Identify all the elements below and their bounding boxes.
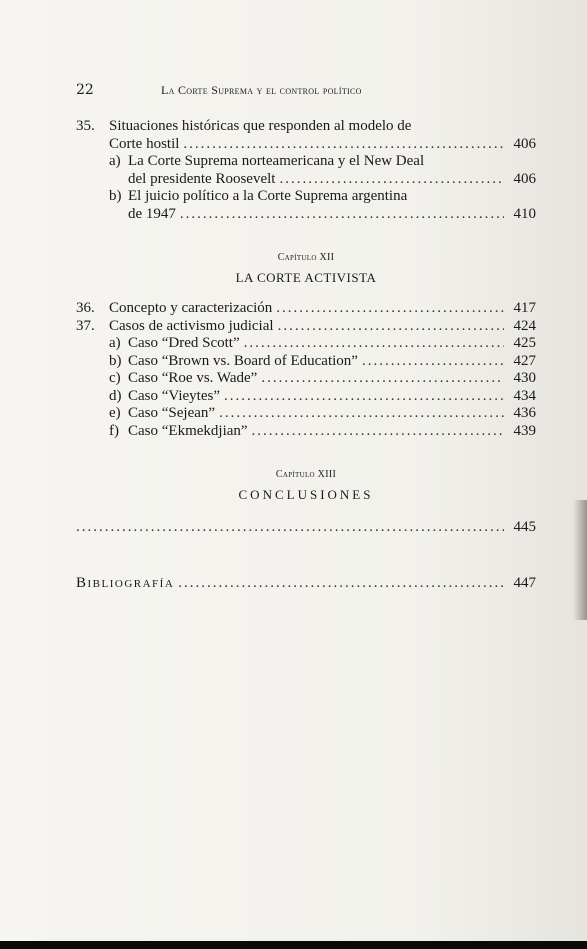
dot-leader bbox=[180, 206, 504, 224]
dot-leader bbox=[244, 335, 504, 353]
toc-item-number: 35. bbox=[76, 118, 95, 134]
toc-page-number: 425 bbox=[513, 335, 536, 351]
chapter-title: CONCLUSIONES bbox=[238, 486, 374, 502]
dot-leader bbox=[224, 388, 504, 406]
toc-bibliography bbox=[76, 575, 536, 593]
toc-subitem-text: Caso “Vieytes” bbox=[128, 387, 220, 404]
toc-page-number: 417 bbox=[513, 300, 536, 316]
dot-leader bbox=[178, 575, 504, 593]
subitem-label: b) bbox=[109, 352, 122, 369]
toc-subitem bbox=[76, 153, 536, 171]
table-of-contents bbox=[76, 118, 536, 592]
toc-subitem-text: del presidente Roosevelt bbox=[128, 170, 276, 187]
chapter-label: Capítulo XIII bbox=[275, 469, 337, 480]
toc-subitem bbox=[76, 188, 536, 206]
subitem-label: a) bbox=[109, 335, 121, 351]
dot-leader bbox=[278, 318, 504, 336]
toc-subitem bbox=[76, 335, 536, 353]
toc-subitem-text: Caso “Roe vs. Wade” bbox=[128, 370, 258, 386]
page-number: 22 bbox=[76, 82, 94, 98]
toc-chapter-13-entry bbox=[76, 519, 536, 537]
chapter-title: LA CORTE ACTIVISTA bbox=[235, 269, 377, 285]
toc-subitem-text: Caso “Sejean” bbox=[128, 405, 216, 421]
toc-subitem-text: Caso “Dred Scott” bbox=[128, 335, 240, 351]
toc-page-number: 447 bbox=[513, 574, 536, 591]
toc-page-number: 427 bbox=[513, 352, 536, 369]
toc-subitem bbox=[76, 423, 536, 441]
toc-item-text: Bibliografía bbox=[76, 574, 175, 591]
dot-leader bbox=[276, 300, 504, 318]
running-title: La Corte Suprema y el control político bbox=[161, 83, 362, 97]
toc-item-number: 36. bbox=[76, 300, 95, 316]
toc-item-36 bbox=[76, 300, 536, 318]
dot-leader bbox=[362, 353, 504, 371]
subitem-label: e) bbox=[109, 405, 121, 421]
toc-item-number: 37. bbox=[76, 317, 95, 334]
toc-page-number: 430 bbox=[513, 370, 536, 386]
subitem-label: c) bbox=[109, 370, 121, 386]
toc-subitem bbox=[76, 370, 536, 388]
chapter-label: Capítulo XII bbox=[277, 252, 335, 263]
toc-page-number: 406 bbox=[513, 135, 536, 152]
toc-page-number: 434 bbox=[513, 387, 536, 404]
toc-item-35-cont bbox=[76, 136, 536, 154]
toc-item-37 bbox=[76, 318, 536, 336]
toc-subitem-cont bbox=[76, 171, 536, 189]
toc-page-number: 439 bbox=[513, 422, 536, 439]
dot-leader bbox=[252, 423, 504, 441]
toc-subitem-text: El juicio político a la Corte Suprema argentina bbox=[128, 188, 408, 204]
dot-leader bbox=[219, 405, 504, 423]
toc-item-35 bbox=[76, 118, 536, 136]
toc-item-text: Corte hostil bbox=[109, 135, 180, 152]
toc-subitem-text: La Corte Suprema norteamericana y el New Deal bbox=[128, 153, 425, 169]
toc-item-text: Situaciones históricas que responden al modelo de bbox=[109, 118, 412, 134]
toc-subitem bbox=[76, 353, 536, 371]
toc-page-number: 445 bbox=[513, 519, 536, 535]
subitem-label: d) bbox=[109, 387, 122, 404]
toc-item-text: Casos de activismo judicial bbox=[109, 317, 274, 334]
dot-leader bbox=[183, 136, 504, 154]
toc-page-number: 406 bbox=[513, 170, 536, 187]
scan-border bbox=[0, 941, 587, 949]
toc-subitem-cont bbox=[76, 206, 536, 224]
toc-subitem-text: de 1947 bbox=[128, 205, 176, 222]
dot-leader bbox=[279, 171, 504, 189]
subitem-label: f) bbox=[109, 422, 119, 439]
subitem-label: a) bbox=[109, 153, 121, 169]
toc-page-number: 424 bbox=[513, 317, 536, 334]
dot-leader bbox=[76, 519, 504, 537]
page-edge-shadow bbox=[573, 500, 587, 620]
toc-subitem bbox=[76, 405, 536, 423]
toc-subitem-text: Caso “Ekmekdjian” bbox=[128, 422, 248, 439]
toc-page-number: 410 bbox=[513, 205, 536, 222]
toc-subitem-text: Caso “Brown vs. Board of Education” bbox=[128, 352, 358, 369]
toc-subitem bbox=[76, 388, 536, 406]
toc-item-text: Concepto y caracterización bbox=[109, 300, 273, 316]
dot-leader bbox=[261, 370, 504, 388]
toc-page-number: 436 bbox=[513, 405, 536, 421]
subitem-label: b) bbox=[109, 188, 122, 204]
